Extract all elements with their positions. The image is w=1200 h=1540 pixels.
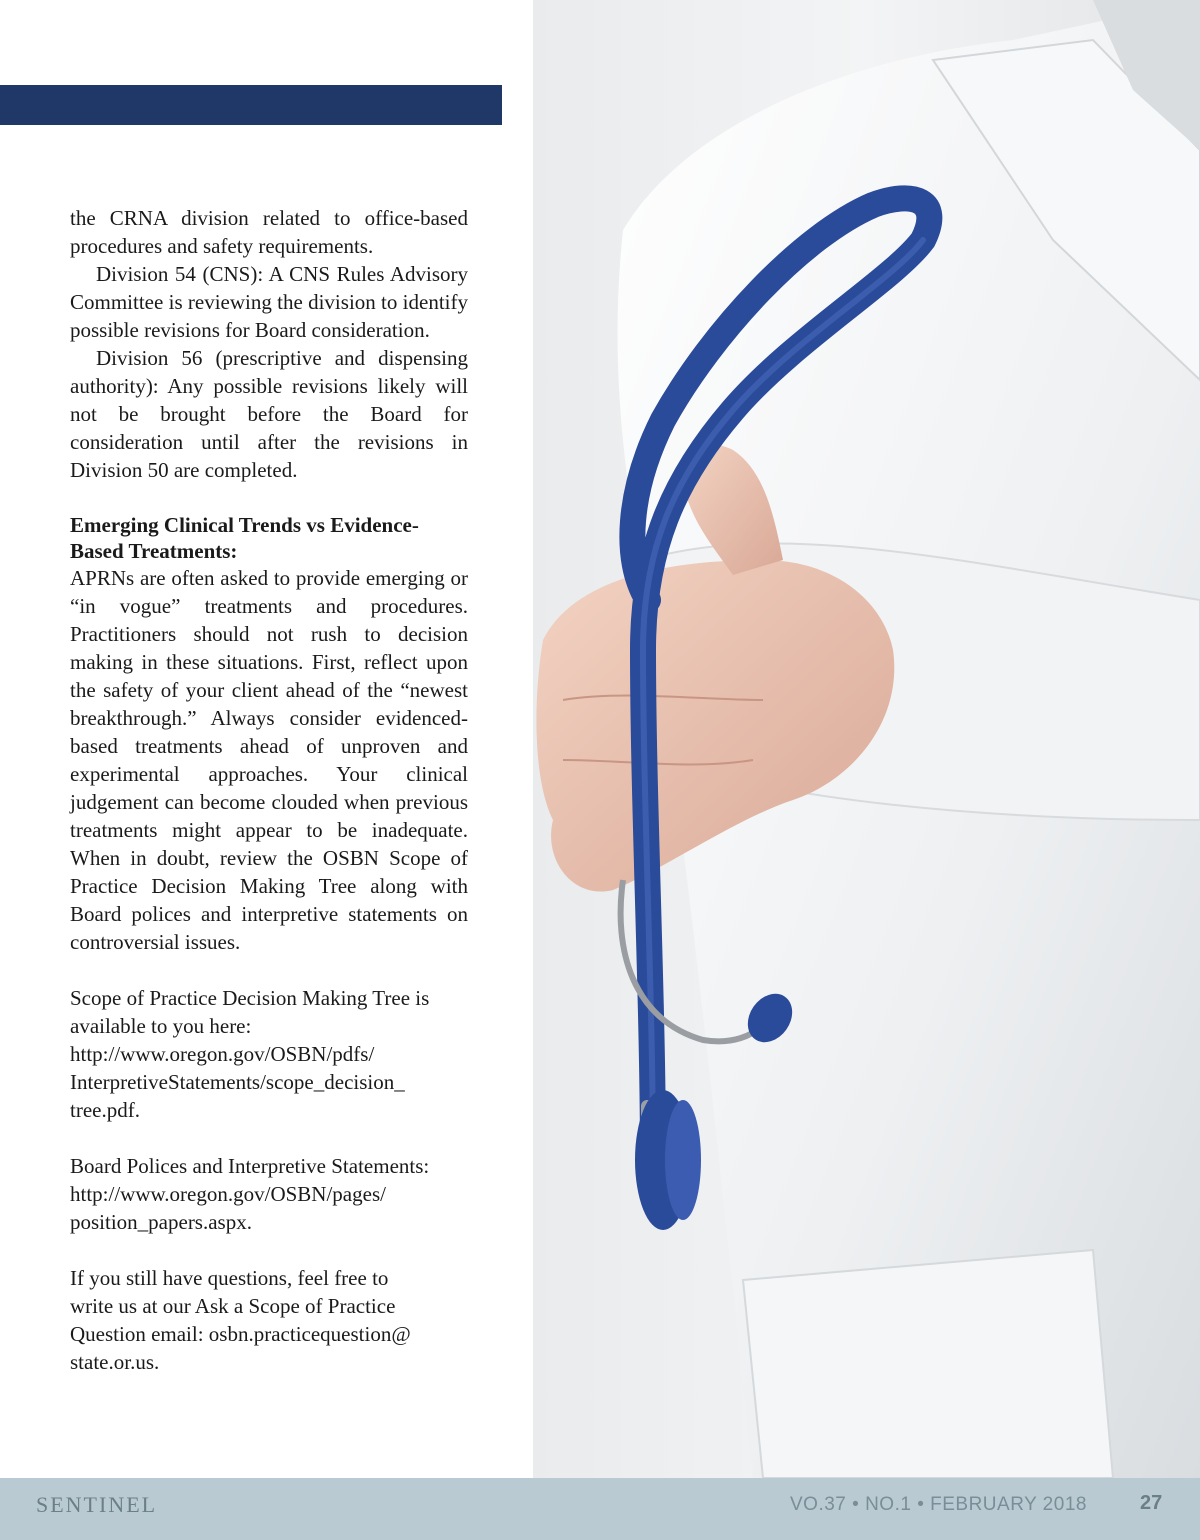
doctor-stethoscope-photo: [533, 0, 1200, 1478]
paragraph-crna: the CRNA division related to office-based procedures and safety requirements.: [70, 206, 468, 258]
board-polices-lead: Board Polices and Interpretive Statements:: [70, 1154, 430, 1178]
decision-tree-link-1[interactable]: http://www.oregon.gov/OSBN/pdfs/: [70, 1042, 375, 1066]
page-number: 27: [1140, 1492, 1163, 1514]
contact-line-1: If you still have questions, feel free to: [70, 1266, 389, 1290]
article-body: [70, 204, 468, 1376]
publication-name: SENTINEL: [36, 1492, 158, 1517]
page-footer: [0, 1478, 1200, 1540]
decision-tree-link-3[interactable]: tree.pdf.: [70, 1098, 140, 1122]
photo-illustration: [533, 0, 1200, 1478]
board-polices-link-2[interactable]: position_papers.aspx.: [70, 1210, 252, 1234]
contact-line-2: write us at our Ask a Scope of Practice: [70, 1294, 396, 1318]
decision-tree-lead: Scope of Practice Decision Making Tree is available to you here:: [70, 986, 430, 1038]
paragraph-emerging-trends: APRNs are often asked to provide emerging or “in vogue” treatments and procedures. Practitioners should not rush to decision making in these situations. First, reflect upon the safety of your client ahead of the “newest breakthrough.” Always consider evidenced-based treatments ahead of unproven and experimental approaches. Your clinical judgement can become clouded when previous treatments might appear to be inadequate. When in doubt, review the OSBN Scope of Practice Decision Making Tree along with Board polices and interpretive statements on controversial issues.: [70, 566, 468, 954]
paragraph-board-polices: [70, 1152, 468, 1236]
paragraph-contact: [70, 1264, 468, 1376]
paragraph-division-56: Division 56 (prescriptive and dispensing authority): Any possible revisions likely will not be brought before the Board for consideration until after the revisions in Division 50 are completed.: [70, 346, 468, 482]
decision-tree-link-2[interactable]: InterpretiveStatements/scope_decision_: [70, 1070, 405, 1094]
contact-email-line[interactable]: Question email: osbn.practicequestion@: [70, 1322, 411, 1346]
issue-info: VO.37 • NO.1 • FEBRUARY 2018: [790, 1494, 1087, 1515]
paragraph-decision-tree: [70, 984, 468, 1124]
section-heading: Emerging Clinical Trends vs Evidence-Based Treatments:: [70, 513, 419, 563]
header-accent-bar: [0, 85, 502, 125]
paragraph-division-54: Division 54 (CNS): A CNS Rules Advisory Committee is reviewing the division to identify possible revisions for Board consideration.: [70, 262, 468, 342]
contact-email-domain[interactable]: state.or.us.: [70, 1350, 160, 1374]
board-polices-link-1[interactable]: http://www.oregon.gov/OSBN/pages/: [70, 1182, 386, 1206]
